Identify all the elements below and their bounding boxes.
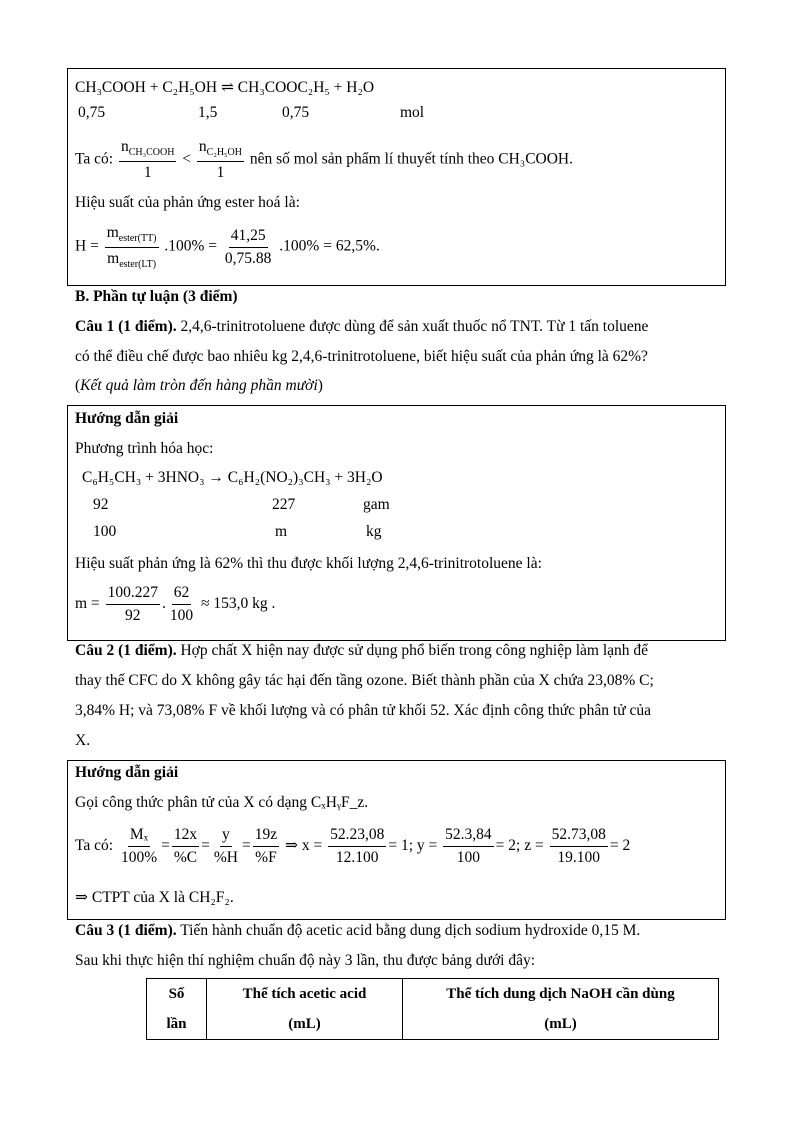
question-1-label: Câu 1 (1 điểm). [75,318,177,335]
molecular-formula: CH₂F₂. [188,889,234,906]
question-3-label: Câu 3 (1 điểm). [75,922,177,939]
titration-table [146,978,719,1040]
answer-title: Hướng dẫn giải [75,764,179,781]
section-b-heading: B. Phần tự luận (3 điểm) [75,288,238,305]
yield-label: Hiệu suất của phản ứng ester hoá là: [75,194,300,211]
mass-value: 100 [93,523,117,540]
yield-fraction: $\frac{62}{100}$ [169,584,194,624]
mol-unit: mol [400,104,425,121]
table-header-row [147,979,719,1040]
ester-equation: CH₃COOH + C₂H₅OH ⇌ CH₃COOC₂H₅ + H₂O [75,79,375,96]
question-2-line: thay thế CFC do X không gây tác hại đến tầng ozone. Biết thành phần của X chứa 23,08% C; [75,672,654,689]
question-2-line: Câu 2 (1 điểm). Hợp chất X hiện nay được sử dụng phổ biến trong công nghiệp làm lạnh để [75,642,649,659]
table-header-cell: Thể tích acetic acid (mL) [207,979,403,1040]
question-1-line: có thể điều chế được bao nhiêu kg 2,4,6-trinitrotoluene, biết hiệu suất của phản ứng là 62%? [75,348,648,365]
conclusion-line: ⇒ CTPT của X là CH₂F₂. [75,889,234,906]
z-fraction: $\frac{52.73,08}{19.100}$ [551,826,606,866]
mass-value: 227 [272,496,296,513]
table-header-cell: Thể tích dung dịch NaOH cần dùng (mL) [403,979,719,1040]
yield-text: Hiệu suất phản ứng là 62% thì thu được khối lượng 2,4,6-trinitrotoluene là: [75,555,542,572]
table-header-cell: Số lần [147,979,207,1040]
ratio-fraction: $\frac{\text{Mₓ}}{100\%}$ [120,826,158,866]
ratio-fraction: $\frac{12x}{\%C}$ [173,826,198,866]
question-2-label: Câu 2 (1 điểm). [75,642,177,659]
mass-value: 92 [93,496,109,513]
ratio-fraction: $\frac{y}{\%H}$ [213,826,238,866]
answer-title: Hướng dẫn giải [75,410,179,427]
ratio-conclusion: nên số mol sản phẩm lí thuyết tính theo CH₃COOH. [249,150,573,168]
general-formula: CₓHᵧF_z. [310,794,369,811]
mol-value: 1,5 [198,104,218,121]
value-fraction: $\frac{41,25}{0,75.88}$ [224,226,272,267]
mass-unit: kg [366,523,382,540]
mole-ratio-line: Ta có: $\frac{n_{CH_3COOH}}{1}$ < $\frac{n_{C_2H_5OH}}{1}$ nên số mol sản phẩm lí thuyết tính theo CH₃COOH. [75,138,573,181]
ratio-fraction: $\frac{n_{CH_3COOH}}{1}$ [120,138,175,181]
tnt-equation: C₆H₅CH₃ + 3HNO₃ → C₆H₂(NO₂)₃CH₃ + 3H₂O [82,469,383,486]
mol-value: 0,75 [78,104,106,121]
mass-unit: gam [363,496,390,513]
tnt-mass-formula: m = $\frac{100.227}{92}$ . $\frac{62}{100}$ ≈ 153,0 kg . [75,584,276,624]
question-1-line: Câu 1 (1 điểm). 2,4,6-trinitrotoluene được dùng để sản xuất thuốc nổ TNT. Từ 1 tấn toluene [75,318,649,335]
x-fraction: $\frac{52.23,08}{12.100}$ [330,826,385,866]
yield-formula: H = $\frac{m_{ester(TT)}}{m_{ester(LT)}}$ .100% = $\frac{41,25}{0,75.88}$ .100% = 62,5%. [75,224,380,270]
question-1-line: (Kết quả làm tròn đến hàng phần mười) [75,377,323,394]
formula-line: Gọi công thức phân tử của X có dạng CₓHᵧF_z. [75,794,369,811]
mass-value: m [275,523,288,540]
answer-intro: Phương trình hóa học: [75,440,214,457]
mol-value: 0,75 [282,104,310,121]
question-3-line: Sau khi thực hiện thí nghiệm chuẩn độ này 3 lần, thu được bảng dưới đây: [75,952,536,969]
question-3-line: Câu 3 (1 điểm). Tiến hành chuẩn độ acetic acid bằng dung dịch sodium hydroxide 0,15 M. [75,922,641,939]
ratio-equation: Ta có: $\frac{\text{Mₓ}}{100\%}$ = $\frac{12x}{\%C}$ = $\frac{y}{\%H}$ = $\frac{19z}{\%F}$ ⇒ x = $\frac{52.23,08}{12.100}$ = 1; y = $\frac{52.3,84}{100}$ = 2; z = $\frac{52.73,08}{19.100}$ = 2 [75,826,631,866]
mass-fraction: $\frac{m_{ester(TT)}}{m_{ester(LT)}}$ [106,224,157,270]
ta-co-label: Ta có: [75,150,114,168]
mass-fraction: $\frac{100.227}{92}$ [107,584,158,624]
question-2-line: 3,84% H; và 73,08% F về khối lượng và có phân tử khối 52. Xác định công thức phân tử của [75,702,652,719]
ratio-fraction: $\frac{n_{C_2H_5OH}}{1}$ [198,138,242,181]
y-fraction: $\frac{52.3,84}{100}$ [445,826,492,866]
question-2-line: X. [75,732,91,749]
ratio-fraction: $\frac{19z}{\%F}$ [254,826,278,866]
